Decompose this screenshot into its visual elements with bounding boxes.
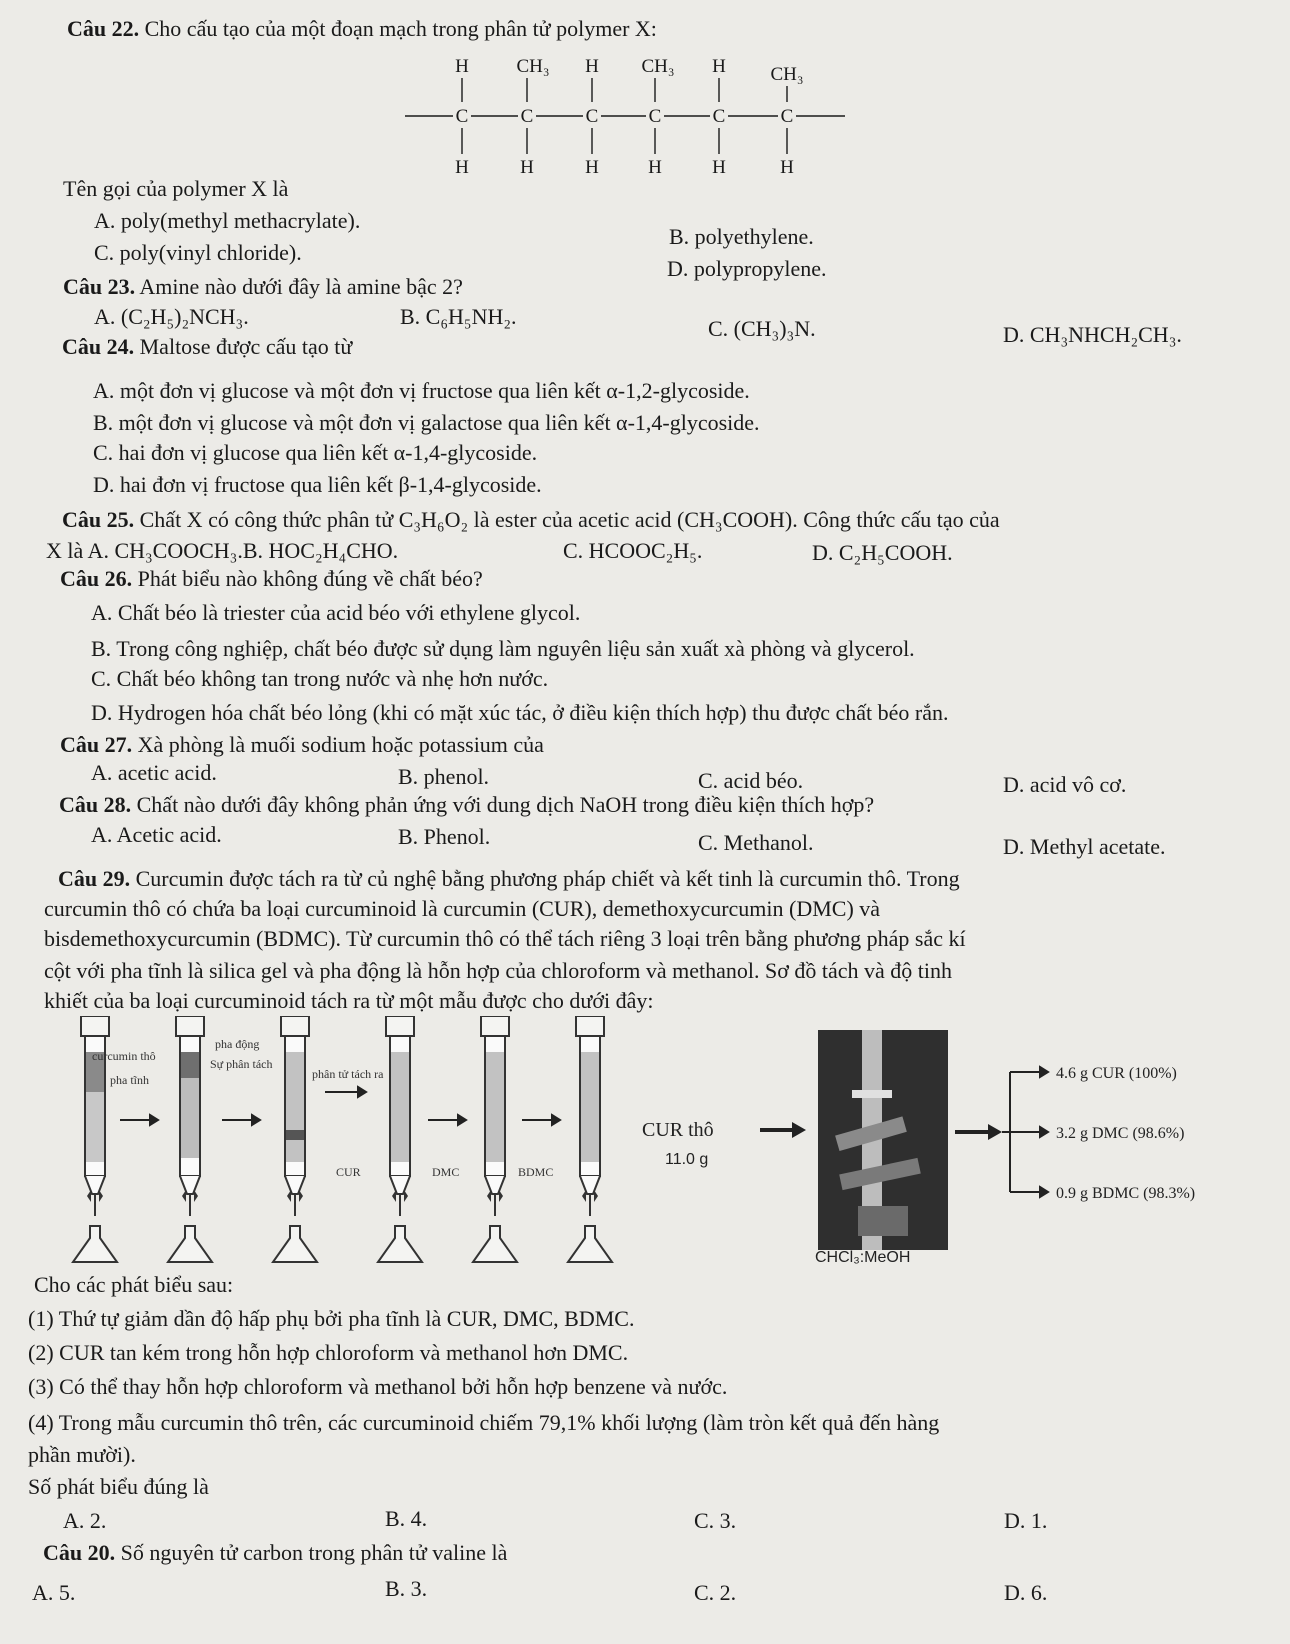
label-phan-tu-tach-ra: phân tử tách ra (312, 1067, 384, 1081)
q28-option-b: B. Phenol. (398, 824, 491, 849)
output-bdmc: 0.9 g BDMC (98.3%) (1056, 1185, 1196, 1202)
q26-option-a: A. Chất béo là triester của acid béo với ethylene glycol. (91, 600, 581, 625)
column-6 (568, 1016, 612, 1262)
q24-stem (62, 334, 352, 360)
q23-option-a: A. (C₂H₅)₂NCH₃. (94, 304, 249, 329)
q27-option-d: D. acid vô cơ. (1003, 772, 1127, 797)
q25-head: Câu 25. (62, 507, 135, 532)
q26-option-b: B. Trong công nghiệp, chất béo được sử dụng làm nguyên liệu sản xuất xà phòng và glycerol. (91, 636, 915, 661)
q29-line2: curcumin thô có chứa ba loại curcuminoid là curcumin (CUR), demethoxycurcumin (DMC) và (44, 896, 881, 921)
label-bdmc: BDMC (518, 1165, 554, 1179)
q28-option-a: A. Acetic acid. (91, 822, 222, 847)
bot-5: H (712, 157, 726, 178)
label-pha-dong: pha động (215, 1037, 260, 1051)
q29-head: Câu 29. (58, 866, 131, 891)
q25-text: Chất X có công thức phân tử C₃H₆O₂ là ester của acetic acid (CH₃COOH). Công thức cấu tạo của (139, 507, 1000, 532)
chromatography-diagram (40, 1016, 1270, 1276)
arrow-to-photo (760, 1122, 806, 1138)
top-2: CH₃ (516, 56, 550, 77)
q27-option-b: B. phenol. (398, 764, 490, 789)
q22-text: Cho cấu tạo của một đoạn mạch trong phân tử polymer X: (144, 16, 657, 41)
q29-statement-3: (3) Có thể thay hỗn hợp chloroform và methanol bởi hỗn hợp benzene và nước. (28, 1374, 728, 1399)
q28-option-c: C. Methanol. (698, 830, 814, 855)
q24-option-c: C. hai đơn vị glucose qua liên kết α-1,4-glycoside. (93, 440, 538, 465)
q24-option-d: D. hai đơn vị fructose qua liên kết β-1,4-glycoside. (93, 472, 542, 497)
mid-5: C (712, 106, 726, 127)
q22-option-c: C. poly(vinyl chloride). (94, 240, 302, 265)
q26-option-c: C. Chất béo không tan trong nước và nhẹ hơn nước. (91, 666, 549, 691)
q20-text: Số nguyên tử carbon trong phân tử valine là (120, 1540, 508, 1565)
bot-4: H (648, 157, 662, 178)
label-curcumin-tho: curcumin thô (92, 1049, 156, 1063)
q27-option-a: A. acetic acid. (91, 760, 217, 785)
bot-2: H (520, 157, 534, 178)
output-dmc: 3.2 g DMC (98.6%) (1056, 1125, 1185, 1142)
column-2 (168, 1016, 212, 1262)
q22-head: Câu 22. (67, 16, 140, 41)
mid-1: C (455, 106, 469, 127)
q20-option-d: D. 6. (1004, 1580, 1048, 1605)
q24-text: Maltose được cấu tạo từ (139, 334, 353, 359)
label-mass: 11.0 g (665, 1151, 709, 1168)
q20-head: Câu 20. (43, 1540, 116, 1565)
q23-head: Câu 23. (63, 274, 136, 299)
q23-option-b: B. C₆H₅NH₂. (400, 304, 517, 329)
column-3 (273, 1016, 317, 1262)
column-5 (473, 1016, 517, 1262)
q25-option-c: C. HCOOC₂H₅. (563, 538, 703, 563)
q24-option-a: A. một đơn vị glucose và một đơn vị fructose qua liên kết α-1,2-glycoside. (93, 378, 750, 403)
q25-line2: X là A. CH₃COOCH₃.B. HOC₂H₄CHO. (46, 538, 399, 563)
q22-option-d: D. polypropylene. (667, 256, 827, 281)
q22-option-a: A. poly(methyl methacrylate). (94, 208, 361, 233)
top-4: CH₃ (641, 56, 675, 77)
q27-head: Câu 27. (60, 732, 133, 757)
q20-option-a: A. 5. (32, 1580, 76, 1605)
output-cur: 4.6 g CUR (100%) (1056, 1065, 1177, 1082)
q26-option-d: D. Hydrogen hóa chất béo lỏng (khi có mặt xúc tác, ở điều kiện thích hợp) thu được chất béo rắn. (91, 700, 949, 725)
label-cur-tho: CUR thô (642, 1119, 714, 1141)
q27-option-c: C. acid béo. (698, 768, 804, 793)
q29-option-b: B. 4. (385, 1506, 428, 1531)
q22-stem (67, 16, 657, 42)
q29-statement-4-cont: phần mười). (28, 1442, 136, 1467)
q27-stem (60, 732, 544, 758)
q29-option-c: C. 3. (694, 1508, 737, 1533)
q29-line5: khiết của ba loại curcuminoid tách ra từ một mẫu được cho dưới đây: (44, 988, 654, 1013)
q20-option-c: C. 2. (694, 1580, 737, 1605)
top-3: H (585, 56, 599, 77)
mid-6: C (780, 106, 794, 127)
q28-head: Câu 28. (59, 792, 132, 817)
q25-stem (62, 507, 1000, 533)
q20-option-b: B. 3. (385, 1576, 428, 1601)
label-dmc: DMC (432, 1165, 460, 1179)
bonds (405, 78, 845, 154)
q28-stem (59, 792, 874, 818)
bot-3: H (585, 157, 599, 178)
q25-option-d: D. C₂H₅COOH. (812, 540, 953, 565)
bot-1: H (455, 157, 469, 178)
q29-option-a: A. 2. (63, 1508, 107, 1533)
top-1: H (455, 56, 469, 77)
label-cur: CUR (336, 1165, 361, 1179)
q29-option-d: D. 1. (1004, 1508, 1048, 1533)
q29-text-1: Curcumin được tách ra từ củ nghệ bằng phương pháp chiết và kết tinh là curcumin thô. Trong (135, 866, 960, 891)
q22-ask: Tên gọi của polymer X là (63, 176, 289, 201)
q29-statement-1: (1) Thứ tự giảm dần độ hấp phụ bởi pha tĩnh là CUR, DMC, BDMC. (28, 1306, 635, 1331)
label-solvent: CHCl₃:MeOH (815, 1249, 911, 1266)
apparatus-photo (818, 1030, 948, 1250)
mid-3: C (585, 106, 599, 127)
top-6: CH₃ (770, 64, 804, 85)
q29-line1 (58, 866, 960, 892)
label-pha-tinh: pha tĩnh (110, 1073, 149, 1087)
q23-option-d: D. CH₃NHCH₂CH₃. (1003, 322, 1182, 347)
q22-option-b: B. polyethylene. (669, 224, 814, 249)
q29-statement-4: (4) Trong mẫu curcumin thô trên, các curcuminoid chiếm 79,1% khối lượng (làm tròn kết quả đến hàng (28, 1410, 940, 1435)
q26-head: Câu 26. (60, 566, 133, 591)
q23-stem (63, 274, 463, 300)
label-su-phan-tach: Sự phân tách (210, 1057, 273, 1071)
mid-2: C (520, 106, 534, 127)
arrow-from-photo (955, 1124, 1002, 1140)
q29-statement-2: (2) CUR tan kém trong hỗn hợp chloroform và methanol hơn DMC. (28, 1340, 629, 1365)
column-4 (378, 1016, 422, 1262)
output-branches (1002, 1067, 1048, 1197)
q26-text: Phát biểu nào không đúng về chất béo? (137, 566, 483, 591)
q28-option-d: D. Methyl acetate. (1003, 834, 1166, 859)
q23-option-c: C. (CH₃)₃N. (708, 316, 816, 341)
bot-6: H (780, 157, 794, 178)
q26-stem (60, 566, 483, 592)
q29-count: Số phát biểu đúng là (28, 1474, 209, 1499)
q28-text: Chất nào dưới đây không phản ứng với dung dịch NaOH trong điều kiện thích hợp? (136, 792, 875, 817)
q23-text: Amine nào dưới đây là amine bậc 2? (139, 274, 463, 299)
mid-4: C (648, 106, 662, 127)
q24-option-b: B. một đơn vị glucose và một đơn vị galactose qua liên kết α-1,4-glycoside. (93, 410, 760, 435)
polymer-structure (405, 50, 885, 190)
q27-text: Xà phòng là muối sodium hoặc potassium của (137, 732, 544, 757)
q29-line3: bisdemethoxycurcumin (BDMC). Từ curcumin thô có thể tách riêng 3 loại trên bằng phương pháp sắc kí (44, 926, 966, 951)
q24-head: Câu 24. (62, 334, 135, 359)
top-5: H (712, 56, 726, 77)
q29-intro: Cho các phát biểu sau: (34, 1272, 234, 1297)
q29-line4: cột với pha tĩnh là silica gel và pha động là hỗn hợp của chloroform và methanol. Sơ đồ tách và độ tinh (44, 958, 952, 983)
q20-stem (43, 1540, 507, 1566)
